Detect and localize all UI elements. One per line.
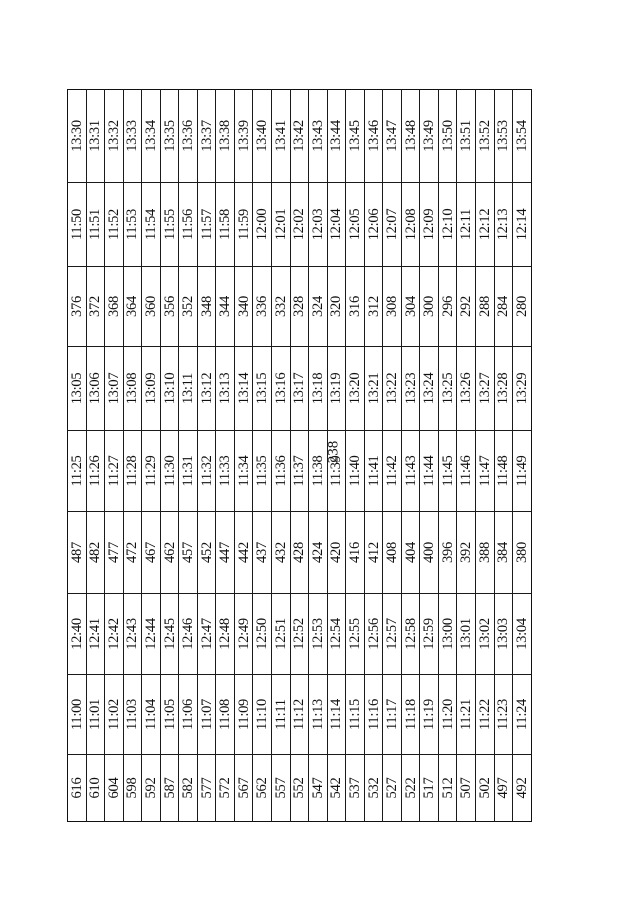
table-cell: 13:35 <box>160 90 179 183</box>
table-cell: 522 <box>401 755 420 822</box>
table-cell: 300 <box>420 267 439 347</box>
table-cell: 472 <box>123 512 142 594</box>
table-cell: 13:20 <box>346 347 365 431</box>
table-row <box>327 90 346 822</box>
table-cell: 364 <box>123 267 142 347</box>
table-cell: 616 <box>68 755 87 822</box>
table-cell: 587 <box>160 755 179 822</box>
table-cell: 11:24 <box>513 675 532 755</box>
table-cell: 13:32 <box>105 90 124 183</box>
table-cell: 324 <box>309 267 328 347</box>
table-cell: 13:18 <box>309 347 328 431</box>
table-cell: 12:07 <box>383 183 402 267</box>
table-cell: 13:24 <box>420 347 439 431</box>
table-cell: 11:59 <box>234 183 253 267</box>
table-cell: 11:09 <box>234 675 253 755</box>
table-cell: 11:00 <box>68 675 87 755</box>
table-cell: 360 <box>142 267 161 347</box>
table-row <box>309 90 328 822</box>
table-cell: 11:51 <box>86 183 105 267</box>
table-row <box>420 90 439 822</box>
table-cell: 13:21 <box>364 347 383 431</box>
table-cell: 13:38 <box>216 90 235 183</box>
table-cell: 352 <box>179 267 198 347</box>
table-cell: 13:03 <box>494 594 513 675</box>
table-cell: 11:55 <box>160 183 179 267</box>
table-cell: 13:48 <box>401 90 420 183</box>
table-cell: 13:51 <box>457 90 476 183</box>
table-cell: 320 <box>327 267 346 347</box>
table-cell: 12:09 <box>420 183 439 267</box>
table-cell: 13:04 <box>513 594 532 675</box>
rotated-table-frame <box>67 90 532 822</box>
table-cell: 11:37 <box>290 431 309 512</box>
table-cell: 527 <box>383 755 402 822</box>
table-cell: 12:53 <box>309 594 328 675</box>
table-cell: 592 <box>142 755 161 822</box>
table-cell: 11:19 <box>420 675 439 755</box>
table-cell: 492 <box>513 755 532 822</box>
table-cell: 11:47 <box>476 431 495 512</box>
table-cell: 13:52 <box>476 90 495 183</box>
table-cell: 392 <box>457 512 476 594</box>
table-row <box>346 90 365 822</box>
table-cell: 13:14 <box>234 347 253 431</box>
table-cell: 11:07 <box>197 675 216 755</box>
table-cell: 12:44 <box>142 594 161 675</box>
table-cell: 13:22 <box>383 347 402 431</box>
table-row <box>105 90 124 822</box>
table-cell: 11:18 <box>401 675 420 755</box>
table-cell: 13:12 <box>197 347 216 431</box>
table-cell: 404 <box>401 512 420 594</box>
table-cell: 11:41 <box>364 431 383 512</box>
table-cell: 13:50 <box>438 90 457 183</box>
table-cell: 432 <box>272 512 291 594</box>
table-cell: 13:42 <box>290 90 309 183</box>
table-cell: 13:40 <box>253 90 272 183</box>
table-cell: 11:54 <box>142 183 161 267</box>
table-cell: 13:09 <box>142 347 161 431</box>
table-cell: 11:14 <box>327 675 346 755</box>
table-cell: 12:55 <box>346 594 365 675</box>
table-cell: 13:34 <box>142 90 161 183</box>
table-cell: 12:06 <box>364 183 383 267</box>
table-cell: 13:01 <box>457 594 476 675</box>
table-cell: 11:39 <box>327 431 346 512</box>
table-cell: 13:26 <box>457 347 476 431</box>
table-cell: 11:26 <box>86 431 105 512</box>
table-cell: 13:37 <box>197 90 216 183</box>
table-cell: 12:02 <box>290 183 309 267</box>
table-cell: 284 <box>494 267 513 347</box>
table-row <box>216 90 235 822</box>
table-cell: 12:52 <box>290 594 309 675</box>
table-cell: 372 <box>86 267 105 347</box>
table-cell: 13:19 <box>327 347 346 431</box>
table-cell: 328 <box>290 267 309 347</box>
table-cell: 11:08 <box>216 675 235 755</box>
table-cell: 12:12 <box>476 183 495 267</box>
table-cell: 582 <box>179 755 198 822</box>
table-cell: 537 <box>346 755 365 822</box>
table-cell: 12:03 <box>309 183 328 267</box>
table-cell: 11:29 <box>142 431 161 512</box>
table-cell: 13:15 <box>253 347 272 431</box>
table-cell: 13:10 <box>160 347 179 431</box>
table-cell: 12:14 <box>513 183 532 267</box>
table-cell: 12:57 <box>383 594 402 675</box>
table-cell: 12:45 <box>160 594 179 675</box>
table-cell: 11:53 <box>123 183 142 267</box>
table-cell: 11:13 <box>309 675 328 755</box>
table-cell: 13:29 <box>513 347 532 431</box>
table-cell: 11:11 <box>272 675 291 755</box>
table-cell: 13:54 <box>513 90 532 183</box>
table-cell: 13:46 <box>364 90 383 183</box>
table-cell: 11:45 <box>438 431 457 512</box>
table-cell: 12:42 <box>105 594 124 675</box>
table-cell: 380 <box>513 512 532 594</box>
table-row <box>179 90 198 822</box>
table-cell: 11:49 <box>513 431 532 512</box>
table-cell: 11:46 <box>457 431 476 512</box>
table-cell: 552 <box>290 755 309 822</box>
table-cell: 13:53 <box>494 90 513 183</box>
table-cell: 452 <box>197 512 216 594</box>
table-cell: 11:15 <box>346 675 365 755</box>
table-row <box>160 90 179 822</box>
table-cell: 13:39 <box>234 90 253 183</box>
table-cell: 11:01 <box>86 675 105 755</box>
table-cell: 11:25 <box>68 431 87 512</box>
table-cell: 532 <box>364 755 383 822</box>
table-cell: 11:50 <box>68 183 87 267</box>
table-cell: 11:58 <box>216 183 235 267</box>
table-cell: 332 <box>272 267 291 347</box>
table-cell: 11:52 <box>105 183 124 267</box>
table-row <box>142 90 161 822</box>
table-cell: 12:51 <box>272 594 291 675</box>
table-row <box>123 90 142 822</box>
table-cell: 11:22 <box>476 675 495 755</box>
table-cell: 598 <box>123 755 142 822</box>
table-cell: 13:33 <box>123 90 142 183</box>
table-cell: 610 <box>86 755 105 822</box>
table-cell: 424 <box>309 512 328 594</box>
table-cell: 572 <box>216 755 235 822</box>
table-cell: 12:43 <box>123 594 142 675</box>
table-cell: 12:00 <box>253 183 272 267</box>
table-cell: 12:46 <box>179 594 198 675</box>
table-cell: 11:04 <box>142 675 161 755</box>
table-row <box>476 90 495 822</box>
table-cell: 11:56 <box>179 183 198 267</box>
table-cell: 296 <box>438 267 457 347</box>
table-cell: 376 <box>68 267 87 347</box>
table-cell: 12:54 <box>327 594 346 675</box>
table-cell: 13:07 <box>105 347 124 431</box>
table-cell: 11:43 <box>401 431 420 512</box>
table-cell: 13:23 <box>401 347 420 431</box>
table-cell: 447 <box>216 512 235 594</box>
table-row <box>457 90 476 822</box>
table-cell: 344 <box>216 267 235 347</box>
table-cell: 577 <box>197 755 216 822</box>
table-cell: 11:05 <box>160 675 179 755</box>
table-cell: 604 <box>105 755 124 822</box>
table-cell: 11:16 <box>364 675 383 755</box>
table-cell: 13:47 <box>383 90 402 183</box>
table-cell: 12:11 <box>457 183 476 267</box>
table-cell: 467 <box>142 512 161 594</box>
table-cell: 487 <box>68 512 87 594</box>
table-cell: 11:20 <box>438 675 457 755</box>
table-cell: 13:17 <box>290 347 309 431</box>
table-cell: 12:48 <box>216 594 235 675</box>
table-cell: 13:13 <box>216 347 235 431</box>
table-row <box>234 90 253 822</box>
table-cell: 517 <box>420 755 439 822</box>
table-row <box>68 90 87 822</box>
table-cell: 13:41 <box>272 90 291 183</box>
table-cell: 312 <box>364 267 383 347</box>
table-cell: 457 <box>179 512 198 594</box>
table-cell: 336 <box>253 267 272 347</box>
table-cell: 11:38 <box>309 431 328 512</box>
table-cell: 13:06 <box>86 347 105 431</box>
table-cell: 396 <box>438 512 457 594</box>
table-cell: 13:00 <box>438 594 457 675</box>
table-cell: 388 <box>476 512 495 594</box>
table-cell: 11:32 <box>197 431 216 512</box>
table-cell: 11:40 <box>346 431 365 512</box>
table-cell: 12:56 <box>364 594 383 675</box>
table-row <box>197 90 216 822</box>
table-cell: 11:31 <box>179 431 198 512</box>
table-cell: 462 <box>160 512 179 594</box>
table-cell: 13:49 <box>420 90 439 183</box>
table-cell: 292 <box>457 267 476 347</box>
data-table <box>67 89 532 822</box>
table-cell: 12:13 <box>494 183 513 267</box>
table-cell: 12:59 <box>420 594 439 675</box>
page-number: 238 <box>325 440 342 464</box>
table-cell: 13:05 <box>68 347 87 431</box>
table-cell: 356 <box>160 267 179 347</box>
table-cell: 13:02 <box>476 594 495 675</box>
table-cell: 12:10 <box>438 183 457 267</box>
table-cell: 557 <box>272 755 291 822</box>
table-cell: 12:01 <box>272 183 291 267</box>
table-cell: 11:44 <box>420 431 439 512</box>
table-cell: 12:47 <box>197 594 216 675</box>
table-cell: 13:08 <box>123 347 142 431</box>
table-cell: 442 <box>234 512 253 594</box>
table-cell: 437 <box>253 512 272 594</box>
table-row <box>253 90 272 822</box>
table-cell: 368 <box>105 267 124 347</box>
table-cell: 11:06 <box>179 675 198 755</box>
table-row <box>494 90 513 822</box>
table-cell: 542 <box>327 755 346 822</box>
table-cell: 348 <box>197 267 216 347</box>
table-cell: 11:21 <box>457 675 476 755</box>
table-cell: 11:12 <box>290 675 309 755</box>
table-cell: 507 <box>457 755 476 822</box>
table-cell: 420 <box>327 512 346 594</box>
table-cell: 502 <box>476 755 495 822</box>
table-cell: 12:58 <box>401 594 420 675</box>
table-cell: 408 <box>383 512 402 594</box>
table-cell: 384 <box>494 512 513 594</box>
table-cell: 13:25 <box>438 347 457 431</box>
table-cell: 512 <box>438 755 457 822</box>
table-cell: 428 <box>290 512 309 594</box>
table-cell: 11:30 <box>160 431 179 512</box>
table-cell: 547 <box>309 755 328 822</box>
table-row <box>86 90 105 822</box>
table-cell: 11:02 <box>105 675 124 755</box>
table-cell: 567 <box>234 755 253 822</box>
table-row <box>383 90 402 822</box>
table-cell: 11:48 <box>494 431 513 512</box>
table-cell: 12:50 <box>253 594 272 675</box>
table-cell: 13:43 <box>309 90 328 183</box>
table-cell: 482 <box>86 512 105 594</box>
table-cell: 11:35 <box>253 431 272 512</box>
table-cell: 304 <box>401 267 420 347</box>
table-cell: 308 <box>383 267 402 347</box>
table-cell: 13:27 <box>476 347 495 431</box>
table-cell: 12:40 <box>68 594 87 675</box>
table-row <box>401 90 420 822</box>
table-cell: 11:36 <box>272 431 291 512</box>
table-cell: 13:36 <box>179 90 198 183</box>
table-cell: 288 <box>476 267 495 347</box>
table-cell: 400 <box>420 512 439 594</box>
table-cell: 12:05 <box>346 183 365 267</box>
table-cell: 11:03 <box>123 675 142 755</box>
table-row <box>438 90 457 822</box>
table-cell: 280 <box>513 267 532 347</box>
table-cell: 340 <box>234 267 253 347</box>
table-cell: 13:30 <box>68 90 87 183</box>
table-cell: 11:42 <box>383 431 402 512</box>
table-cell: 416 <box>346 512 365 594</box>
table-row <box>290 90 309 822</box>
table-cell: 477 <box>105 512 124 594</box>
table-cell: 11:34 <box>234 431 253 512</box>
table-cell: 13:45 <box>346 90 365 183</box>
table-cell: 412 <box>364 512 383 594</box>
table-cell: 12:49 <box>234 594 253 675</box>
table-cell: 316 <box>346 267 365 347</box>
table-cell: 11:17 <box>383 675 402 755</box>
table-cell: 11:27 <box>105 431 124 512</box>
table-cell: 12:08 <box>401 183 420 267</box>
table-cell: 562 <box>253 755 272 822</box>
table-cell: 497 <box>494 755 513 822</box>
table-cell: 13:44 <box>327 90 346 183</box>
table-cell: 13:31 <box>86 90 105 183</box>
table-cell: 11:23 <box>494 675 513 755</box>
table-cell: 11:28 <box>123 431 142 512</box>
table-cell: 13:28 <box>494 347 513 431</box>
table-row <box>272 90 291 822</box>
table-cell: 12:04 <box>327 183 346 267</box>
table-cell: 11:57 <box>197 183 216 267</box>
table-row <box>513 90 532 822</box>
table-cell: 11:10 <box>253 675 272 755</box>
table-row <box>364 90 383 822</box>
table-cell: 12:41 <box>86 594 105 675</box>
table-cell: 13:16 <box>272 347 291 431</box>
table-cell: 13:11 <box>179 347 198 431</box>
table-cell: 11:33 <box>216 431 235 512</box>
